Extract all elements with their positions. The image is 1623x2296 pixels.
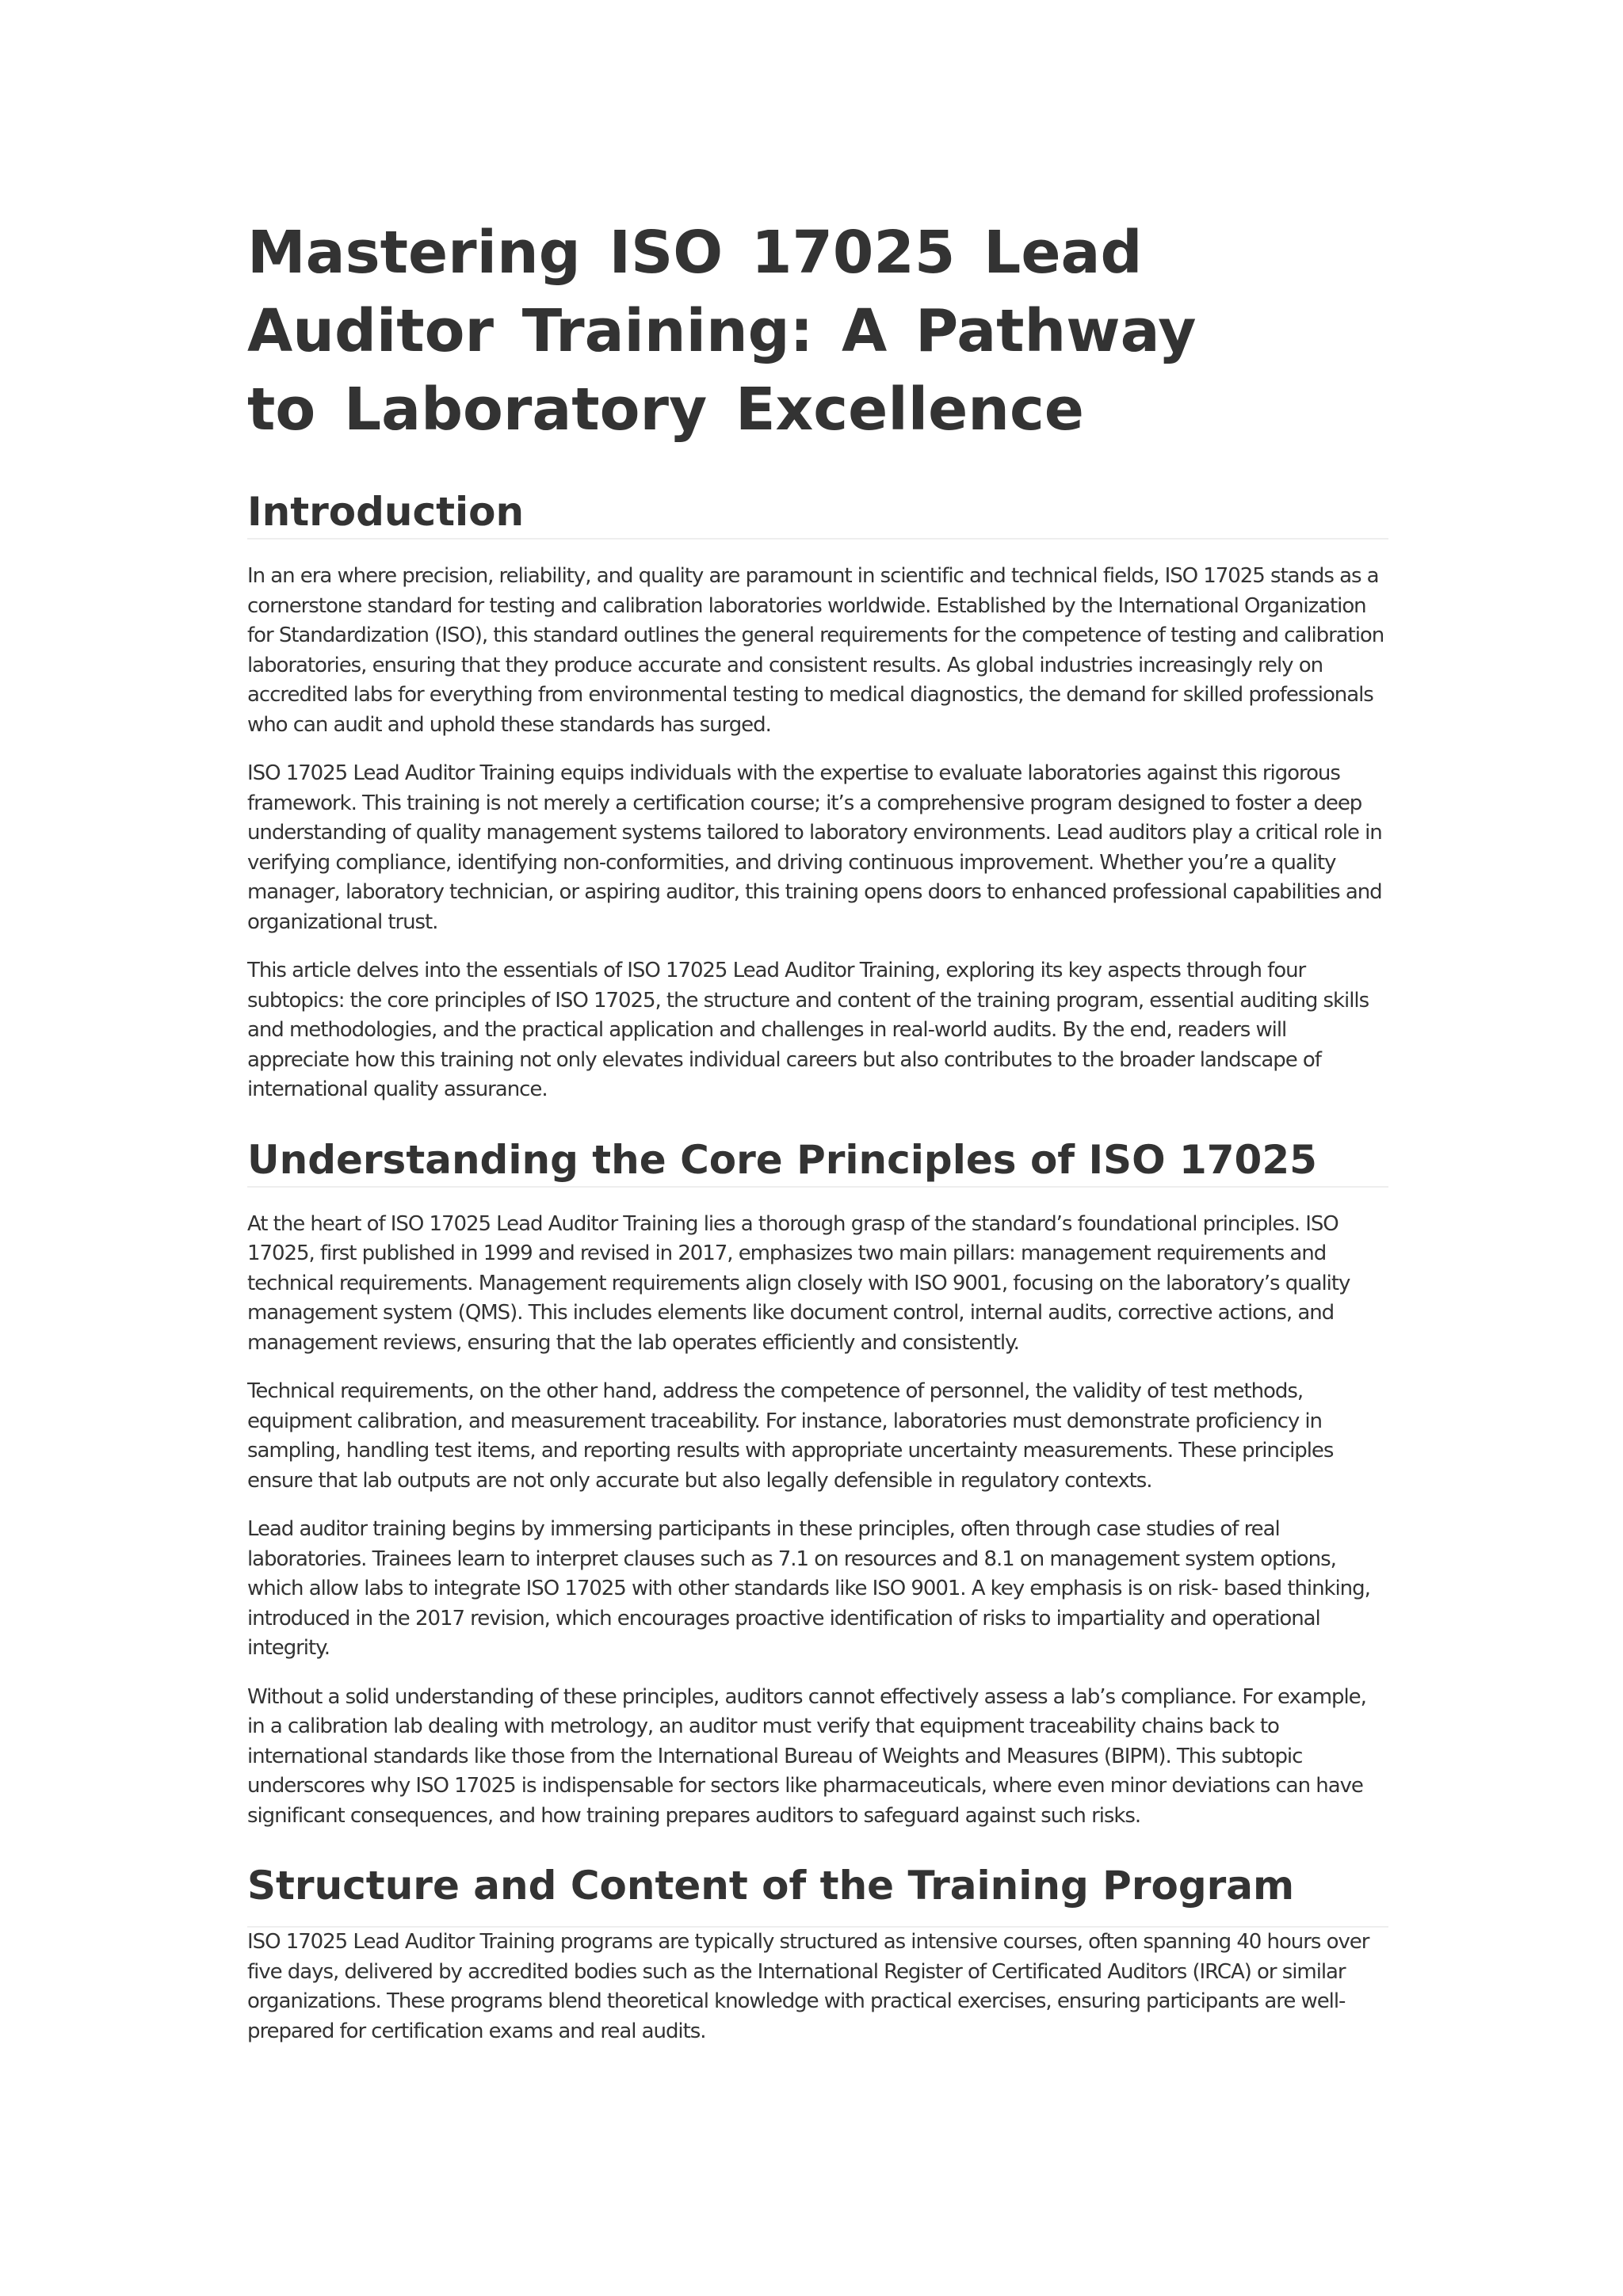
- paragraph: ISO 17025 Lead Auditor Training equips individuals with the expertise to evaluate laboratories against this rigorous framework. This training is not merely a certification course; it’s a comprehensive program designed to foster a deep understanding of quality management systems tailored to laboratory environments. Lead auditors play a critical role in verifying compliance, identifying non-conformities, and driving continuous improvement. Whether you’re a quality manager, laboratory technician, or aspiring auditor, this training opens doors to enhanced professional capabilities and organizational trust.: [247, 761, 1382, 934]
- article: [247, 214, 1388, 2046]
- paragraph: At the heart of ISO 17025 Lead Auditor Training lies a thorough grasp of the standard’s foundational principles. ISO 17025, first published in 1999 and revised in 2017, emphasizes two main pillars: management requirements and technical requirements. Management requirements align closely with ISO 9001, focusing on the laboratory’s quality management system (QMS). This includes elements like document control, internal audits, corrective actions, and management reviews, ensuring that the lab operates efficiently and consistently.: [247, 1211, 1350, 1355]
- section-heading-training-structure: Structure and Content of the Training Program: [247, 1861, 1388, 1928]
- paragraph: Without a solid understanding of these principles, auditors cannot effectively assess a lab’s compliance. For example, in a calibration lab dealing with metrology, an auditor must verify that equipment traceability chains back to international standards like those from the International Bureau of Weights and Measures (BIPM). This subtopic underscores why ISO 17025 is indispensable for sectors like pharmaceuticals, where even minor deviations can have significant consequences, and how training prepares auditors to safeguard against such risks.: [247, 1684, 1366, 1828]
- paragraph: In an era where precision, reliability, and quality are paramount in scientific and technical fields, ISO 17025 stands as a cornerstone standard for testing and calibration laboratories worldwide. Established by the International Organization for Standardization (ISO), this standard outlines the general requirements for the competence of testing and calibration laboratories, ensuring that they produce accurate and consistent results. As global industries increasingly rely on accredited labs for everything from environmental testing to medical diagnostics, the demand for skilled professionals who can audit and uphold these standards has surged.: [247, 564, 1384, 737]
- section-heading-introduction: Introduction: [247, 487, 1388, 540]
- paragraph: This article delves into the essentials of ISO 17025 Lead Auditor Training, exploring its key aspects through four subtopics: the core principles of ISO 17025, the structure and content of the training program, essential auditing skills and methodologies, and the practical application and challenges in real-world audits. By the end, readers will appreciate how this training not only elevates individual careers but also contributes to the broader landscape of international quality assurance.: [247, 959, 1369, 1101]
- section-heading-core-principles: Understanding the Core Principles of ISO 17025: [247, 1135, 1388, 1188]
- paragraph: Technical requirements, on the other hand, address the competence of personnel, the validity of test methods, equipment calibration, and measurement traceability. For instance, laboratories must demonstrate proficiency in sampling, handling test items, and reporting results with appropriate uncertainty measurements. These principles ensure that lab outputs are not only accurate but also legally defensible in regulatory contexts.: [247, 1379, 1334, 1493]
- paragraph: Lead auditor training begins by immersing participants in these principles, often through case studies of real laboratories. Trainees learn to interpret clauses such as 7.1 on resources and 8.1 on management system options, which allow labs to integrate ISO 17025 with other standards like ISO 9001. A key emphasis is on risk- based thinking, introduced in the 2017 revision, which encourages proactive identification of risks to impartiality and operational integrity.: [247, 1517, 1370, 1660]
- page-title: Mastering ISO 17025 Lead Auditor Training: A Pathway to Laboratory Excellence: [247, 219, 1197, 444]
- paragraph: ISO 17025 Lead Auditor Training programs are typically structured as intensive courses, often spanning 40 hours over five days, delivered by accredited bodies such as the International Register of Certificated Auditors (IRCA) or similar organizations. These programs blend theoretical knowledge with practical exercises, ensuring participants are well-prepared for certification exams and real audits.: [247, 1930, 1369, 2043]
